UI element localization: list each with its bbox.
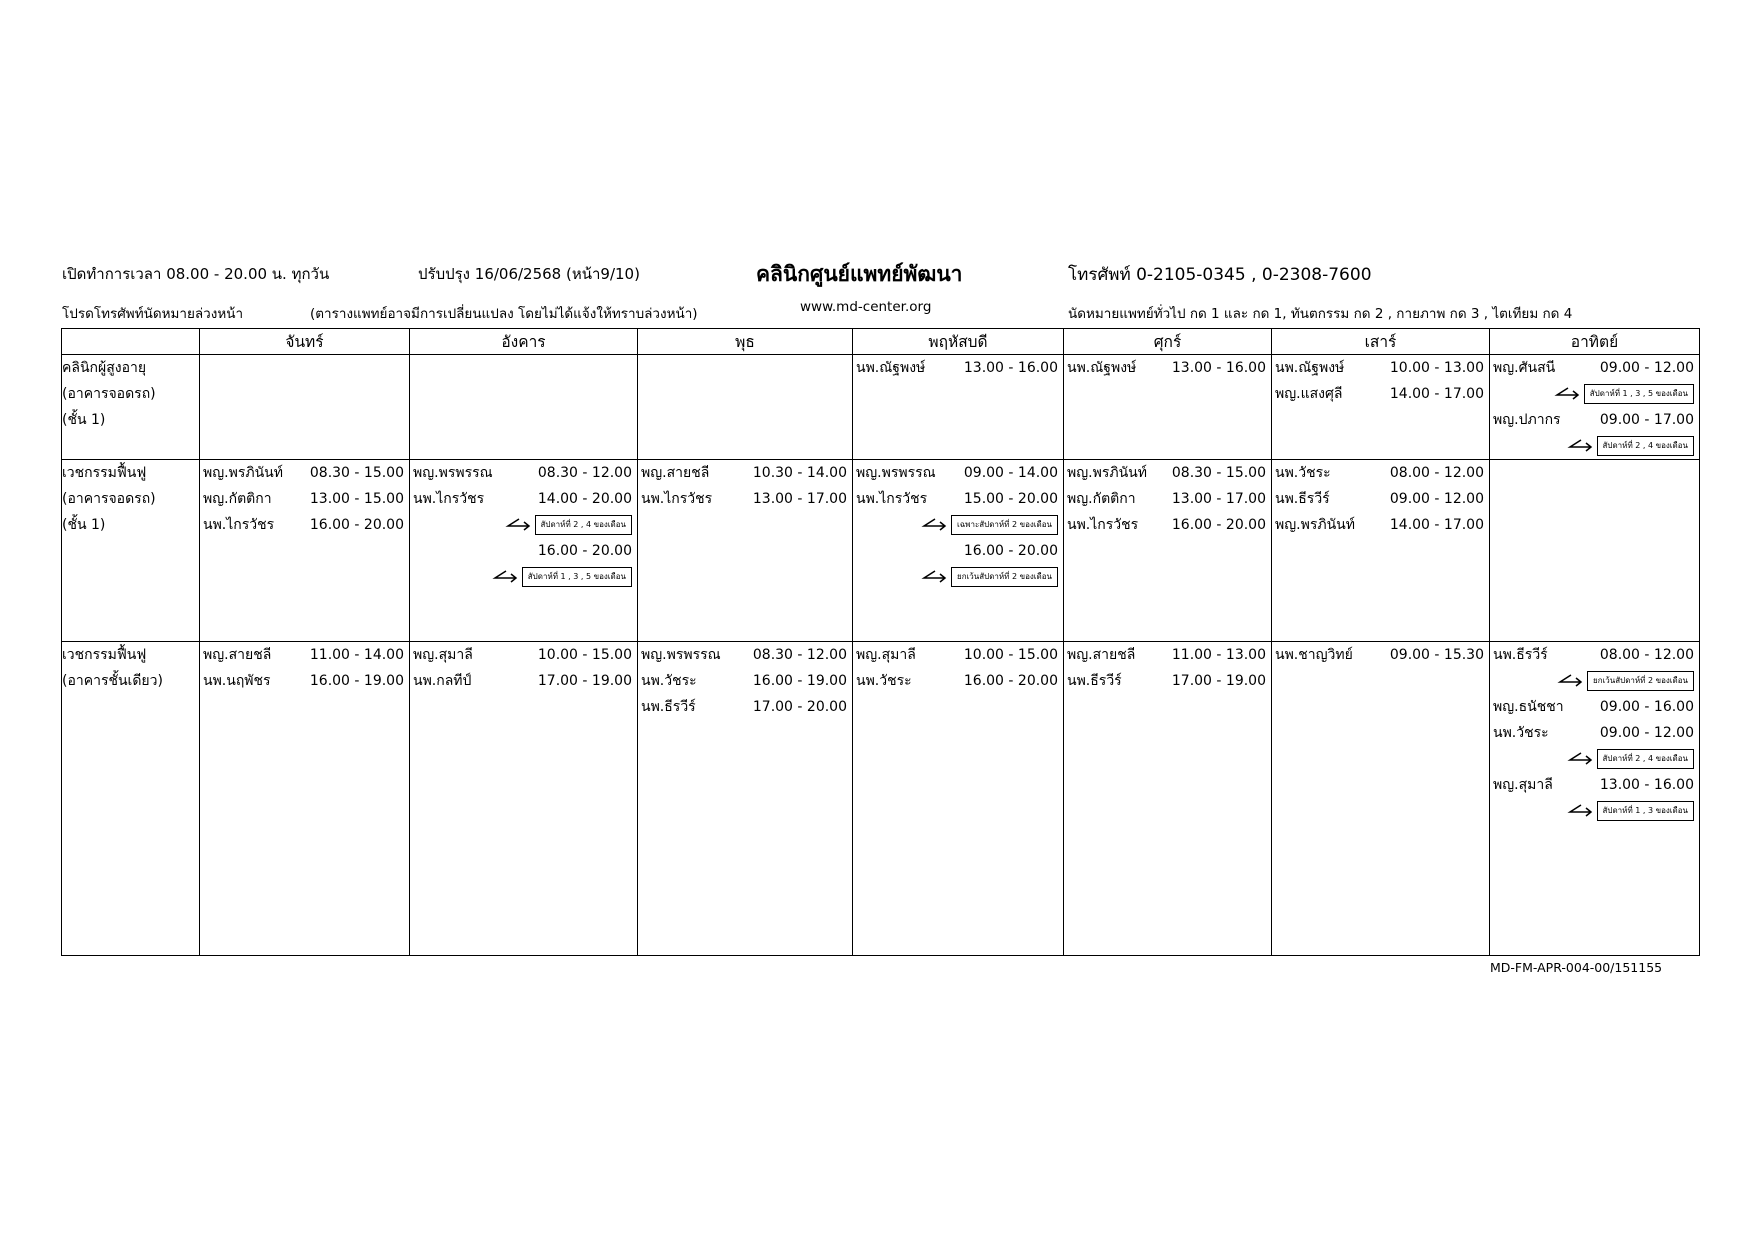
time-range: 10.30 - 14.00 bbox=[752, 465, 847, 481]
note-box: ยกเว้นสัปดาห์ที่ 2 ของเดือน bbox=[951, 567, 1058, 587]
time-range: 14.00 - 20.00 bbox=[537, 491, 632, 507]
schedule-cell bbox=[1272, 460, 1490, 642]
time-range: 09.00 - 12.00 bbox=[1599, 360, 1694, 376]
time-range: 10.00 - 13.00 bbox=[1389, 360, 1484, 376]
doctor-entry bbox=[200, 642, 409, 668]
department-cell bbox=[62, 355, 200, 460]
schedule-note bbox=[1490, 433, 1699, 459]
arrow-icon bbox=[921, 517, 947, 533]
doctor-entry bbox=[1490, 772, 1699, 798]
doctor-name: นพ.ธีรวีร์ bbox=[1067, 673, 1122, 689]
time-range: 09.00 - 14.00 bbox=[963, 465, 1058, 481]
schedule-cell bbox=[1064, 460, 1272, 642]
schedule-cell bbox=[638, 355, 853, 460]
schedule-note bbox=[853, 512, 1063, 538]
note-box: สัปดาห์ที่ 1 , 3 ของเดือน bbox=[1597, 801, 1694, 821]
corner-cell bbox=[62, 329, 200, 355]
arrow-icon bbox=[505, 517, 531, 533]
doctor-name: นพ.วัชระ bbox=[641, 673, 697, 689]
department-label: (ชั้น 1) bbox=[62, 517, 106, 533]
doctor-name: พญ.พรพรรณ bbox=[413, 465, 493, 481]
day-header-row bbox=[62, 329, 1700, 355]
doctor-name: นพ.ไกรวัชร bbox=[413, 491, 485, 507]
time-range: 13.00 - 17.00 bbox=[752, 491, 847, 507]
arrow-icon bbox=[921, 569, 947, 585]
time-range: 09.00 - 12.00 bbox=[1389, 491, 1484, 507]
arrow-icon bbox=[492, 569, 518, 585]
department-label: (อาคารจอดรถ) bbox=[62, 386, 156, 402]
opening-hours: เปิดทำการเวลา 08.00 - 20.00 น. ทุกวัน bbox=[62, 265, 330, 283]
doctor-entry bbox=[853, 642, 1063, 668]
time-range: 09.00 - 12.00 bbox=[1599, 725, 1694, 741]
department-label: คลินิกผู้สูงอายุ bbox=[62, 360, 147, 376]
doctor-name: พญ.สายชลี bbox=[203, 647, 272, 663]
time-range: 14.00 - 17.00 bbox=[1389, 517, 1484, 533]
time-range: 13.00 - 16.00 bbox=[1171, 360, 1266, 376]
schedule-row bbox=[62, 642, 1700, 956]
department-cell bbox=[62, 460, 200, 642]
time-range: 11.00 - 14.00 bbox=[309, 647, 404, 663]
day-header: อาทิตย์ bbox=[1490, 329, 1700, 355]
doctor-name: พญ.ธนัชชา bbox=[1493, 699, 1564, 715]
schedule-cell bbox=[410, 355, 638, 460]
time-range: 13.00 - 16.00 bbox=[1599, 777, 1694, 793]
department-label: เวชกรรมฟื้นฟู bbox=[62, 647, 147, 663]
time-range: 08.30 - 15.00 bbox=[1171, 465, 1266, 481]
doctor-entry bbox=[1064, 486, 1271, 512]
time-range: 17.00 - 19.00 bbox=[537, 673, 632, 689]
doctor-entry bbox=[1490, 355, 1699, 381]
schedule-cell bbox=[200, 355, 410, 460]
time-range: 16.00 - 19.00 bbox=[752, 673, 847, 689]
day-header: จันทร์ bbox=[200, 329, 410, 355]
doctor-name: พญ.ศันสนี bbox=[1493, 360, 1556, 376]
doctor-name: พญ.สุมาลี bbox=[1493, 777, 1553, 793]
doctor-name: พญ.ปภากร bbox=[1493, 412, 1561, 428]
doctor-name: นพ.ชาญวิทย์ bbox=[1275, 647, 1353, 663]
doctor-entry bbox=[638, 668, 852, 694]
doctor-entry bbox=[853, 355, 1063, 381]
time-range: 16.00 - 20.00 bbox=[963, 673, 1058, 689]
doctor-entry bbox=[1490, 694, 1699, 720]
doctor-entry bbox=[410, 538, 637, 564]
updated-date: ปรับปรุง 16/06/2568 (หน้า9/10) bbox=[418, 265, 640, 283]
time-range: 16.00 - 20.00 bbox=[1171, 517, 1266, 533]
appointment-notice: โปรดโทรศัพท์นัดหมายล่วงหน้า bbox=[62, 306, 244, 322]
doctor-entry bbox=[853, 538, 1063, 564]
schedule-cell bbox=[1064, 642, 1272, 956]
note-box: สัปดาห์ที่ 1 , 3 , 5 ของเดือน bbox=[1584, 384, 1694, 404]
doctor-entry bbox=[200, 512, 409, 538]
doctor-entry bbox=[853, 668, 1063, 694]
time-range: 16.00 - 19.00 bbox=[309, 673, 404, 689]
doctor-entry bbox=[200, 486, 409, 512]
schedule-note bbox=[410, 512, 637, 538]
time-range: 17.00 - 19.00 bbox=[1171, 673, 1266, 689]
schedule-cell bbox=[1064, 355, 1272, 460]
doctor-entry bbox=[1490, 407, 1699, 433]
arrow-icon bbox=[1567, 438, 1593, 454]
doctor-entry bbox=[1272, 486, 1489, 512]
schedule-cell bbox=[853, 355, 1064, 460]
time-range: 13.00 - 17.00 bbox=[1171, 491, 1266, 507]
form-code: MD-FM-APR-004-00/151155 bbox=[1490, 960, 1663, 975]
doctor-name: นพ.ธีรวีร์ bbox=[1275, 491, 1330, 507]
note-box: เฉพาะสัปดาห์ที่ 2 ของเดือน bbox=[951, 515, 1058, 535]
day-header: ศุกร์ bbox=[1064, 329, 1272, 355]
doctor-entry bbox=[638, 642, 852, 668]
department-label: (อาคารชั้นเดียว) bbox=[62, 673, 163, 689]
doctor-name: นพ.วัชระ bbox=[1493, 725, 1549, 741]
schedule-cell bbox=[1490, 642, 1700, 956]
schedule-cell bbox=[853, 460, 1064, 642]
day-header: เสาร์ bbox=[1272, 329, 1490, 355]
day-header: อังคาร bbox=[410, 329, 638, 355]
doctor-name: พญ.พรภินันท์ bbox=[1067, 465, 1147, 481]
doctor-entry bbox=[853, 486, 1063, 512]
doctor-entry bbox=[410, 460, 637, 486]
doctor-name: นพ.ไกรวัชร bbox=[203, 517, 275, 533]
doctor-entry bbox=[1272, 642, 1489, 668]
time-range: 16.00 - 20.00 bbox=[963, 543, 1058, 559]
clinic-name: คลินิกศูนย์แพทย์พัฒนา bbox=[756, 262, 963, 286]
time-range: 15.00 - 20.00 bbox=[963, 491, 1058, 507]
time-range: 13.00 - 15.00 bbox=[309, 491, 404, 507]
schedule-cell bbox=[1272, 642, 1490, 956]
doctor-entry bbox=[1490, 720, 1699, 746]
doctor-name: นพ.ไกรวัชร bbox=[856, 491, 928, 507]
arrow-icon bbox=[1567, 803, 1593, 819]
schedule-cell bbox=[410, 460, 638, 642]
doctor-entry bbox=[1064, 668, 1271, 694]
doctor-name: พญ.สุมาลี bbox=[856, 647, 916, 663]
schedule-note bbox=[1490, 798, 1699, 824]
doctor-entry bbox=[410, 486, 637, 512]
time-range: 08.30 - 15.00 bbox=[309, 465, 404, 481]
doctor-name: พญ.สุมาลี bbox=[413, 647, 473, 663]
time-range: 09.00 - 17.00 bbox=[1599, 412, 1694, 428]
schedule-cell bbox=[1490, 460, 1700, 642]
schedule-row bbox=[62, 460, 1700, 642]
doctor-name: พญ.สายชลี bbox=[641, 465, 710, 481]
doctor-name: พญ.พรพรรณ bbox=[641, 647, 721, 663]
website: www.md-center.org bbox=[800, 299, 932, 315]
time-range: 08.00 - 12.00 bbox=[1389, 465, 1484, 481]
schedule-note bbox=[1490, 668, 1699, 694]
doctor-name: นพ.ธีรวีร์ bbox=[1493, 647, 1548, 663]
schedule-cell bbox=[638, 642, 853, 956]
schedule-cell bbox=[853, 642, 1064, 956]
department-cell bbox=[62, 642, 200, 956]
time-range: 08.30 - 12.00 bbox=[537, 465, 632, 481]
change-notice: (ตารางแพทย์อาจมีการเปลี่ยนแปลง โดยไม่ได้แจ้งให้ทราบล่วงหน้า) bbox=[310, 306, 698, 322]
doctor-entry bbox=[638, 694, 852, 720]
time-range: 09.00 - 16.00 bbox=[1599, 699, 1694, 715]
department-label: (ชั้น 1) bbox=[62, 412, 106, 428]
doctor-entry bbox=[1064, 512, 1271, 538]
doctor-entry bbox=[853, 460, 1063, 486]
time-range: 14.00 - 17.00 bbox=[1389, 386, 1484, 402]
doctor-name: นพ.ณัฐพงษ์ bbox=[1067, 360, 1137, 376]
doctor-name: นพ.กลทีป์ bbox=[413, 673, 472, 689]
schedule-row bbox=[62, 355, 1700, 460]
doctor-name: นพ.นฤพัชร bbox=[203, 673, 271, 689]
time-range: 16.00 - 20.00 bbox=[537, 543, 632, 559]
doctor-entry bbox=[1064, 355, 1271, 381]
note-box: ยกเว้นสัปดาห์ที่ 2 ของเดือน bbox=[1587, 671, 1694, 691]
day-header: พุธ bbox=[638, 329, 853, 355]
time-range: 11.00 - 13.00 bbox=[1171, 647, 1266, 663]
doctor-name: นพ.ณัฐพงษ์ bbox=[1275, 360, 1345, 376]
doctor-schedule-table bbox=[61, 328, 1700, 956]
schedule-note bbox=[410, 564, 637, 590]
schedule-cell bbox=[410, 642, 638, 956]
doctor-entry bbox=[1064, 460, 1271, 486]
doctor-entry bbox=[1272, 460, 1489, 486]
doctor-entry bbox=[1064, 642, 1271, 668]
schedule-cell bbox=[200, 642, 410, 956]
time-range: 08.30 - 12.00 bbox=[752, 647, 847, 663]
doctor-entry bbox=[200, 460, 409, 486]
doctor-entry bbox=[1272, 381, 1489, 407]
schedule-note bbox=[853, 564, 1063, 590]
phone-numbers: โทรศัพท์ 0-2105-0345 , 0-2308-7600 bbox=[1068, 265, 1372, 285]
doctor-name: นพ.ไกรวัชร bbox=[1067, 517, 1139, 533]
arrow-icon bbox=[1554, 386, 1580, 402]
doctor-name: พญ.พรภินันท์ bbox=[203, 465, 283, 481]
doctor-entry bbox=[638, 486, 852, 512]
arrow-icon bbox=[1567, 751, 1593, 767]
doctor-name: นพ.วัชระ bbox=[856, 673, 912, 689]
schedule-cell bbox=[200, 460, 410, 642]
doctor-entry bbox=[1490, 642, 1699, 668]
time-range: 16.00 - 20.00 bbox=[309, 517, 404, 533]
doctor-entry bbox=[410, 642, 637, 668]
arrow-icon bbox=[1557, 673, 1583, 689]
time-range: 10.00 - 15.00 bbox=[963, 647, 1058, 663]
phone-menu: นัดหมายแพทย์ทั่วไป กด 1 และ กด 1, ทันตกรรม กด 2 , กายภาพ กด 3 , ไตเทียม กด 4 bbox=[1068, 306, 1573, 322]
schedule-cell bbox=[1272, 355, 1490, 460]
note-box: สัปดาห์ที่ 1 , 3 , 5 ของเดือน bbox=[522, 567, 632, 587]
doctor-entry bbox=[1272, 355, 1489, 381]
day-header: พฤหัสบดี bbox=[853, 329, 1064, 355]
doctor-name: พญ.กัตติกา bbox=[1067, 491, 1136, 507]
doctor-name: พญ.สายชลี bbox=[1067, 647, 1136, 663]
doctor-name: พญ.กัตติกา bbox=[203, 491, 272, 507]
schedule-cell bbox=[1490, 355, 1700, 460]
doctor-entry bbox=[638, 460, 852, 486]
time-range: 13.00 - 16.00 bbox=[963, 360, 1058, 376]
note-box: สัปดาห์ที่ 2 , 4 ของเดือน bbox=[1597, 436, 1694, 456]
doctor-entry bbox=[1272, 512, 1489, 538]
time-range: 17.00 - 20.00 bbox=[752, 699, 847, 715]
schedule-note bbox=[1490, 381, 1699, 407]
department-label: (อาคารจอดรถ) bbox=[62, 491, 156, 507]
department-label: เวชกรรมฟื้นฟู bbox=[62, 465, 147, 481]
time-range: 10.00 - 15.00 bbox=[537, 647, 632, 663]
schedule-cell bbox=[638, 460, 853, 642]
time-range: 09.00 - 15.30 bbox=[1389, 647, 1484, 663]
doctor-name: นพ.ธีรวีร์ bbox=[641, 699, 696, 715]
doctor-name: พญ.แสงศุลี bbox=[1275, 386, 1343, 402]
doctor-name: พญ.พรพรรณ bbox=[856, 465, 936, 481]
note-box: สัปดาห์ที่ 2 , 4 ของเดือน bbox=[535, 515, 632, 535]
doctor-name: นพ.วัชระ bbox=[1275, 465, 1331, 481]
doctor-name: พญ.พรภินันท์ bbox=[1275, 517, 1355, 533]
time-range: 08.00 - 12.00 bbox=[1599, 647, 1694, 663]
doctor-name: นพ.ไกรวัชร bbox=[641, 491, 713, 507]
doctor-entry bbox=[410, 668, 637, 694]
doctor-entry bbox=[200, 668, 409, 694]
schedule-note bbox=[1490, 746, 1699, 772]
doctor-name: นพ.ณัฐพงษ์ bbox=[856, 360, 926, 376]
note-box: สัปดาห์ที่ 2 , 4 ของเดือน bbox=[1597, 749, 1694, 769]
